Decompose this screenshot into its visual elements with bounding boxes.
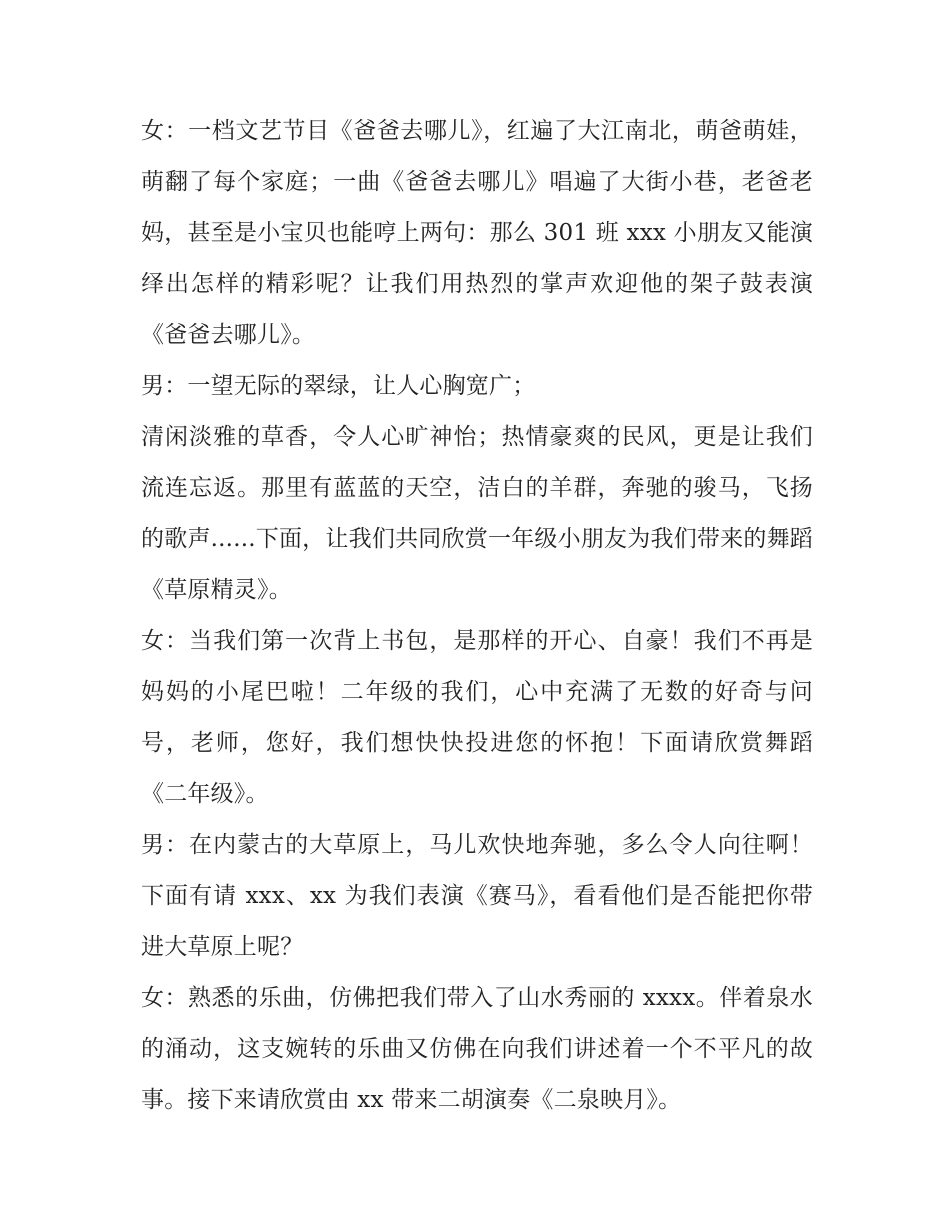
paragraph-grassland-intro: 清闲淡雅的草香，令人心旷神怡；热情豪爽的民风，更是让我们流连忘返。那里有蓝蓝的天空，洁白的羊群，奔驰的骏马，飞扬的歌声......下面，让我们共同欣赏一年级小朋友为我们带来的舞蹈《草原精灵》。 <box>141 424 813 603</box>
document-body <box>141 106 813 1126</box>
paragraph-female-host-3: 女：熟悉的乐曲，仿佛把我们带入了山水秀丽的 xxxx。伴着泉水的涌动，这支婉转的乐曲又仿佛在向我们讲述着一个不平凡的故事。接下来请欣赏由 xx 带来二胡演奏《二泉映月》。 <box>141 985 813 1113</box>
paragraph-male-host-1: 男：一望无际的翠绿，让人心胸宽广； <box>141 373 536 399</box>
paragraph-male-host-2: 男：在内蒙古的大草原上，马儿欢快地奔驰，多么令人向往啊！下面有请 xxx、xx 为我们表演《赛马》，看看他们是否能把你带进大草原上呢？ <box>141 832 813 960</box>
paragraph-female-host-2: 女：当我们第一次背上书包，是那样的开心、自豪！我们不再是妈妈的小尾巴啦！二年级的我们，心中充满了无数的好奇与问号，老师，您好，我们想快快投进您的怀抱！下面请欣赏舞蹈《二年级》。 <box>141 628 813 807</box>
paragraph-female-host-1: 女：一档文艺节目《爸爸去哪儿》，红遍了大江南北，萌爸萌娃，萌翻了每个家庭；一曲《爸爸去哪儿》唱遍了大街小巷，老爸老妈，甚至是小宝贝也能哼上两句：那么 301 班 xxx 小朋友又能演绎出怎样的精彩呢？让我们用热烈的掌声欢迎他的架子鼓表演《爸爸去哪儿》。 <box>141 118 813 348</box>
